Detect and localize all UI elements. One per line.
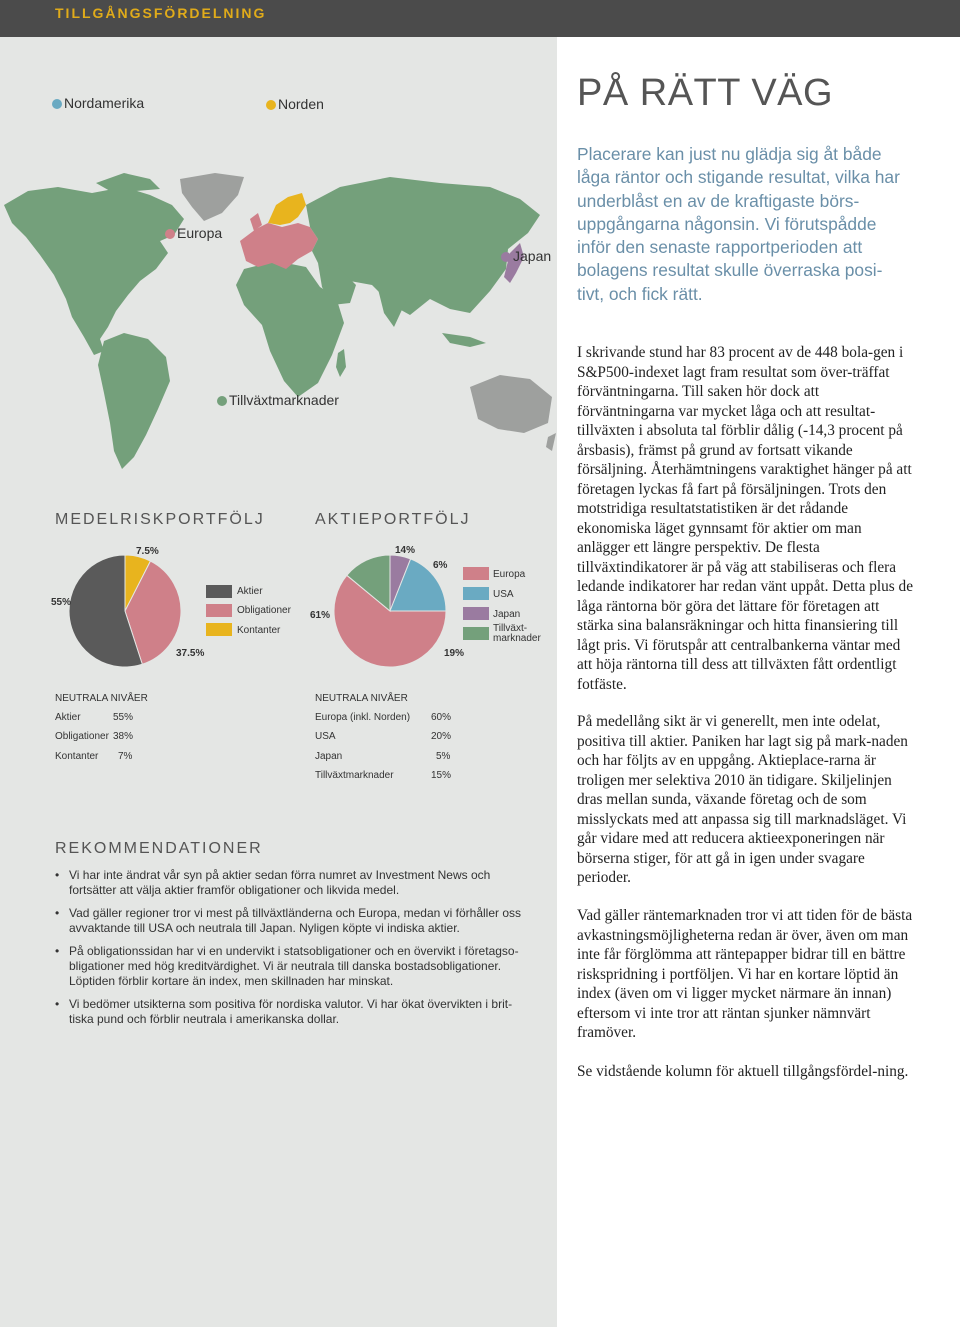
pie2-label-europa: 61% <box>310 610 331 621</box>
legend-swatch-obligationer <box>206 604 232 617</box>
neutral-title-right: NEUTRALA NIVÅER <box>315 693 408 704</box>
neutral-right-value: 20% <box>431 731 452 742</box>
recommendation-item: • Vi har inte ändrat vår syn på aktier sedan förra numret av Investment News och fortsätter att välja aktier framför obligationer och likvida medel. <box>55 868 525 898</box>
neutral-right-value: 5% <box>436 751 451 762</box>
legend-label-aktier: Aktier <box>237 586 263 597</box>
neutral-left-label: Kontanter <box>55 751 99 762</box>
map-new-zealand <box>546 433 556 451</box>
legend-label-japan: Japan <box>493 609 521 620</box>
neutral-right-value: 60% <box>431 712 452 723</box>
recommendation-item: • Vi bedömer utsikterna som positiva för nordiska valutor. Vi har ökat övervikten i brit-tiska pund och förblir neutrala i amerikanska dollar. <box>55 997 525 1027</box>
neutral-left-label: Obligationer <box>55 731 109 742</box>
recommendation-item: • Vad gäller regioner tror vi mest på tillväxtländerna och Europa, medan vi förhåller oss avvaktande till USA och neutrala till Japan. Nyligen köpte vi indiska aktier. <box>55 906 525 936</box>
nordamerika-marker <box>52 99 62 109</box>
map-label-norden: Norden <box>266 96 324 112</box>
article-paragraph: Vad gäller räntemarknaden tror vi att tiden för de bästa avkastningsmöjligheterna redan är över, även om man inte får förglömma att räntepapper bidrar till en bättre riskspridning i portföljen. Vi har en kortare löptid än index (även om vi ligger mycket närmare än innan) eftersom vi inte tror att räntan sjunker nämnvärt framöver. <box>577 907 913 1041</box>
neutral-left-label: Aktier <box>55 712 81 723</box>
legend-label-usa: USA <box>493 589 514 600</box>
legend-swatch-europa <box>463 567 489 580</box>
legend-swatch-aktier <box>206 585 232 598</box>
legend-label-obligationer: Obligationer <box>237 605 291 616</box>
neutral-left-value: 55% <box>113 712 134 723</box>
map-indonesia <box>442 333 486 347</box>
article-intro: Placerare kan just nu glädja sig åt både låga räntor och stigande resultat, vilka har underblåst en av de kraftigaste börs-uppgångarna någonsin. Vi förutspådde inför den senaste rapportperioden att bolagens resultat skulle överraska posi-tivt, och fick rätt. <box>577 144 900 304</box>
map-south-america <box>98 333 170 469</box>
japan-marker <box>501 252 511 262</box>
legend-swatch-usa <box>463 587 489 600</box>
section-title: TILLGÅNGSFÖRDELNING <box>55 5 267 21</box>
neutral-title-left: NEUTRALA NIVÅER <box>55 693 148 704</box>
neutral-right-label: Europa (inkl. Norden) <box>315 712 411 723</box>
map-label-tillvaxtmarknader: Tillväxtmarknader <box>217 392 339 408</box>
map-madagascar <box>336 349 346 377</box>
article-headline: PÅ RÄTT VÄG <box>577 72 834 114</box>
map-label-nordamerika: Nordamerika <box>52 95 144 111</box>
neutral-left-value: 38% <box>113 731 134 742</box>
article-paragraph: I skrivande stund har 83 procent av de 448 bola-gen i S&P500-indexet lagt fram resultat som över-träffat förväntningarna. Till saken hör dock att förväntningarna var mycket låga och att resultat-tillväxten i absoluta tal förblir dålig (-14,3 procent på årsbasis), främst på grund av fortsatt vikande försäljning. Återhämtningens varaktighet hänger på att företagen lyckas få fart på försäljningen. Trots den motstridiga resultatstatistiken är det rådande ekonomiska läget gynnsamt för aktier om man anlägger ett längre perspektiv. De flesta tillväxtindikatorer är på väg att stabiliseras och flera ledande indikatorer har redan vänt uppåt. Detta plus de låga räntorna bör göra det lättare för företagen att stärka sina balansräkningar och hitta finansiering till lågt pris. Vi förutspår att centralbankerna väntar med att höja räntorna till dess att tillväxten fått ordentligt fotfäste. <box>577 344 913 693</box>
legend-label-tillvaxtmarknader: Tillväxt-marknader <box>493 623 541 644</box>
tillvaxtmarknader-marker <box>217 396 227 406</box>
recommendations-title: REKOMMENDATIONER <box>55 840 263 857</box>
neutral-right-label: Tillväxtmarknader <box>315 770 394 781</box>
map-nordics <box>268 193 306 225</box>
chart-title-aktieportfolj: AKTIEPORTFÖLJ <box>315 511 471 528</box>
map-india <box>376 281 406 327</box>
neutral-right-label: USA <box>315 731 336 742</box>
pie2-label-japan: 6% <box>433 560 448 571</box>
map-greenland <box>180 173 244 221</box>
chart-title-medelrisk: MEDELRISKPORTFÖLJ <box>55 511 265 528</box>
pie1-label-aktier: 55% <box>51 597 72 608</box>
map-label-europa: Europa <box>165 225 222 241</box>
legend-swatch-tillvaxtmarknader <box>463 627 489 640</box>
map-arctic-islands <box>96 173 160 191</box>
article-paragraph: Se vidstående kolumn för aktuell tillgångsfördel-ning. <box>577 1063 909 1080</box>
europa-marker <box>165 229 175 239</box>
article-paragraph: På medellång sikt är vi generellt, men inte odelat, positiva till aktier. Paniken har lagt sig på mark-naden och har följts av en uppgång. Aktieplace-rarna är troligen mer selektiva 2010 än tidigare. Skiljelinjen dras mellan sunda, växande företag och de som misslyckats med att anpassa sig till marknadsläget. Vi går vidare med att reducera aktieexponeringen när börserna stiger, för att gå in igen under svagare perioder. <box>577 713 908 886</box>
map-europe <box>240 223 318 269</box>
pie2-label-usa: 19% <box>444 648 465 659</box>
legend-label-kontanter: Kontanter <box>237 625 281 636</box>
legend-swatch-japan <box>463 607 489 620</box>
neutral-right-label: Japan <box>315 751 343 762</box>
legend-label-europa: Europa <box>493 569 526 580</box>
map-north-america <box>4 187 184 355</box>
pie2-label-tillvaxtmarknader: 14% <box>395 545 416 556</box>
recommendations-list <box>55 868 525 1035</box>
neutral-left-value: 7% <box>118 751 133 762</box>
legend-swatch-kontanter <box>206 623 232 636</box>
pie1-label-kontanter: 7.5% <box>136 546 159 557</box>
norden-marker <box>266 100 276 110</box>
neutral-right-value: 15% <box>431 770 452 781</box>
recommendation-item: • På obligationssidan har vi en undervikt i statsobligationer och en övervikt i företagso-bligationer med hög kreditvärdighet. Vi är neutrala till danska bostadsobligationer. Löptiden förblir kortare än index, men skillnaden har minskat. <box>55 944 525 989</box>
map-australia <box>470 375 552 433</box>
map-label-japan: Japan <box>501 248 551 264</box>
pie1-label-obligationer: 37.5% <box>176 648 205 659</box>
